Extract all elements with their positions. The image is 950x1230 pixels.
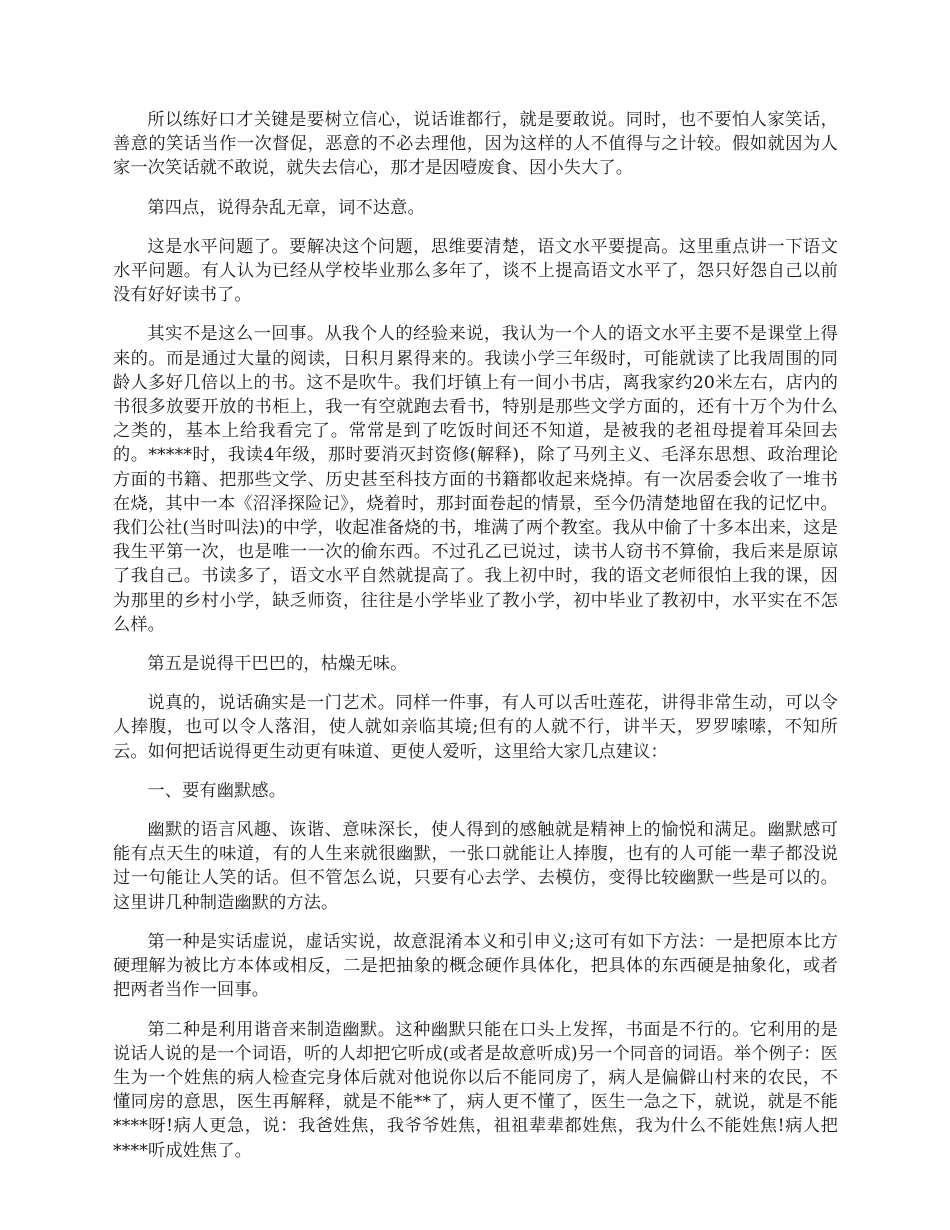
paragraph-humor-heading: 一、要有幽默感。 [147, 780, 287, 801]
paragraph-humor-method-one: 第一种是实话虚说，虚话实说，故意混淆本义和引申义;这可有如下方法：一是把原本比方硬理解为被比方本体或相反，二是把抽象的概念硬作具体化，把具体的东西硬是抽象化，或者把两者当作一回事。 [113, 931, 838, 1001]
paragraph-speaking-art: 说真的，说话确实是一门艺术。同样一件事，有人可以舌吐莲花，讲得非常生动，可以令人捧腹，也可以令人落泪，使人就如亲临其境;但有的人就不行，讲半天，罗罗嗦嗦，不知所云。如何把话说得更生动更有味道、更使人爱听，这里给大家几点建议： [113, 693, 838, 762]
paragraph-point-four: 第四点，说得杂乱无章，词不达意。 [147, 197, 425, 218]
paragraph-personal-experience: 其实不是这么一回事。从我个人的经验来说，我认为一个人的语文水平主要不是课堂上得来的。而是通过大量的阅读，日积月累得来的。我读小学三年级时，可能就读了比我周围的同龄人多好几倍以上的书。这不是吹牛。我们圩镇上有一间小书店，离我家约20米左右，店内的书很多放要开放的书柜上，我一有空就跑去看书，特别是那些文学方面的，还有十万个为什么之类的，基本上给我看完了。常常是到了吃饭时间还不知道，是被我的老祖母提着耳朵回去的。*****时，我读4年级，那时要消灭封资修(解释)，除了马列主义、毛泽东思想、政治理论方面的书籍、把那些文学、历史甚至科技方面的书籍都收起来烧掉。有一次居委会收了一堆书在烧，其中一本《沼泽探险记》，烧着时，那封面卷起的情景，至今仍清楚地留在我的记忆中。我们公社(当时叫法)的中学，收起准备烧的书，堆满了两个教室。我从中偷了十多本出来，这是我生平第一次，也是唯一一次的偷东西。不过孔乙已说过，读书人窃书不算偷，我后来是原谅了我自己。书读多了，语文水平自然就提高了。我上初中时，我的语文老师很怕上我的课，因为那里的乡村小学，缺乏师资，往往是小学毕业了教小学，初中毕业了教初中，水平实在不怎么样。 [113, 324, 838, 635]
paragraph-language-level: 这是水平问题了。要解决这个问题，思维要清楚，语文水平要提高。这里重点讲一下语文水平问题。有人认为已经从学校毕业那么多年了，谈不上提高语文水平了，怨只好怨自己以前没有好好读书了。 [113, 236, 838, 306]
paragraph-point-five: 第五是说得干巴巴的，枯燥无味。 [147, 654, 408, 675]
paragraph-humor-description: 幽默的语言风趣、诙谐、意味深长，使人得到的感触就是精神上的愉悦和满足。幽默感可能有点天生的味道，有的人生来就很幽默，一张口就能让人捧腹，也有的人可能一辈子都没说过一句能让人笑的话。但不管怎么说，只要有心去学、去模仿，变得比较幽默一些是可以的。这里讲几种制造幽默的方法。 [113, 820, 838, 913]
paragraph-humor-method-two: 第二种是利用谐音来制造幽默。这种幽默只能在口头上发挥，书面是不行的。它利用的是说话人说的是一个词语，听的人却把它听成(或者是故意听成)另一个同音的词语。举个例子：医生为一个姓焦的病人检查完身体后就对他说你以后不能同房了，病人是偏僻山村来的农民，不懂同房的意思，医生再解释，就是不能**了，病人更不懂了，医生一急之下，就说，就是不能****呀!病人更急，说：我爸姓焦，我爷爷姓焦，祖祖辈辈都姓焦，我为什么不能姓焦!病人把****听成姓焦了。 [113, 1019, 838, 1161]
document-page [113, 108, 838, 1178]
paragraph-confidence: 所以练好口才关键是要树立信心，说话谁都行，就是要敢说。同时，也不要怕人家笑话，善意的笑话当作一次督促，恶意的不必去理他，因为这样的人不值得与之计较。假如就因为人家一次笑话就不敢说，就失去信心，那才是因噎废食、因小失大了。 [113, 110, 838, 179]
